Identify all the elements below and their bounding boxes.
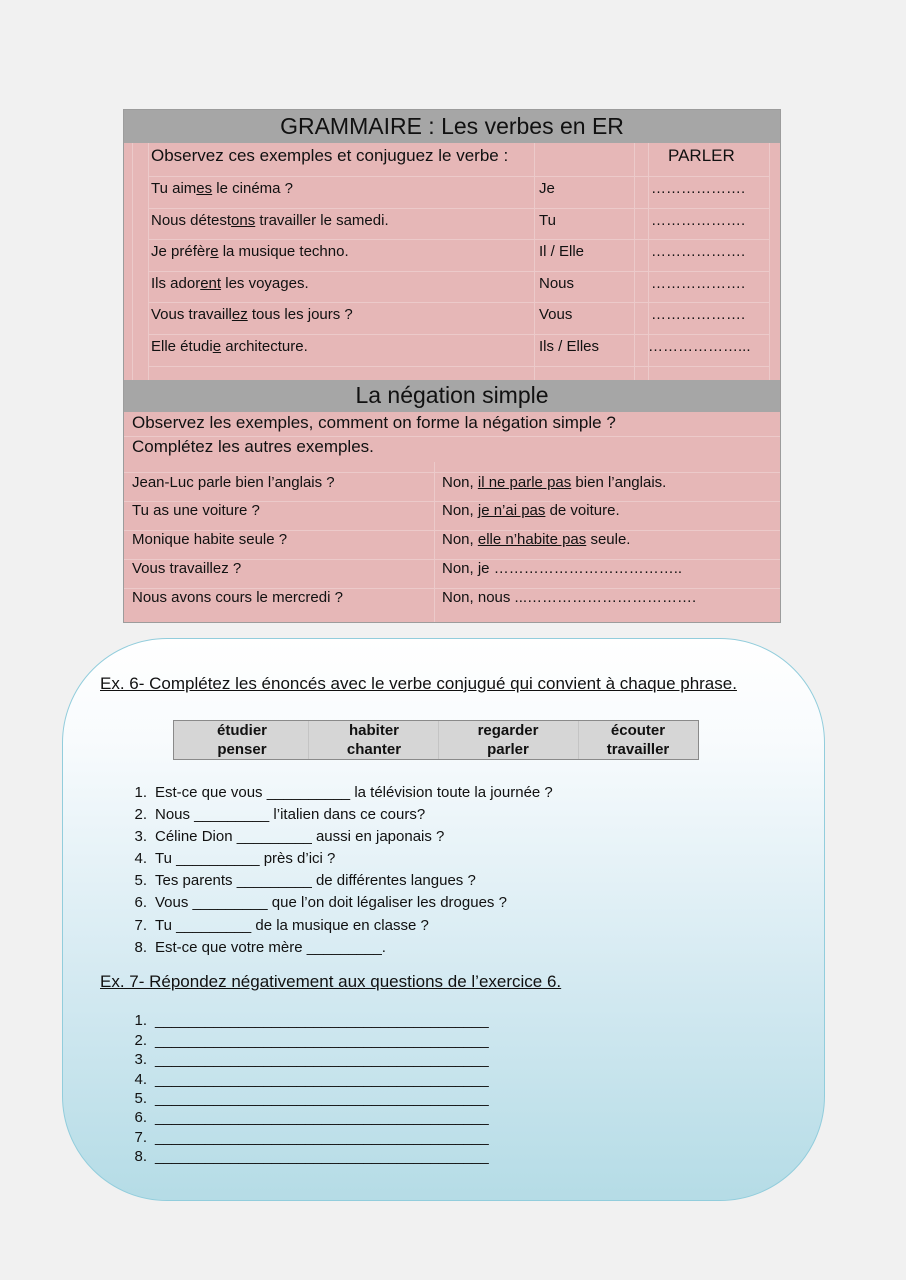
grid-line [148, 271, 769, 272]
grid-line [148, 208, 769, 209]
pronoun: Nous [539, 275, 575, 292]
grid-line [769, 143, 770, 380]
grid-line [534, 143, 535, 380]
negation-instruction: Complétez les autres exemples. [132, 437, 374, 456]
grid-line [148, 143, 149, 380]
grid-line [132, 143, 133, 380]
grid-line [148, 334, 769, 335]
example-sentence: Nous détestons travailler le samedi. [151, 212, 389, 229]
ex7-title: Ex. 7- Répondez négativement aux questions de l’exercice 6. [100, 972, 562, 991]
example-sentence: Je préfère la musique techno. [151, 243, 349, 260]
verb-cell: étudier penser [216, 722, 267, 758]
question: Vous travaillez ? [132, 560, 242, 577]
answer-blank: ………………. [651, 243, 746, 260]
pronoun: Vous [539, 306, 573, 323]
question: Nous avons cours le mercredi ? [132, 589, 343, 606]
grid-line [148, 176, 769, 177]
negative-answer: Non, elle n’habite pas seule. [442, 531, 631, 548]
grid-line [634, 143, 635, 380]
answer-blank: ………………. [651, 212, 746, 229]
pronoun: Je [539, 180, 555, 197]
pronoun: Il / Elle [539, 243, 585, 260]
negative-answer: Non, nous ...……………………………. [442, 589, 697, 606]
example-sentence: Vous travaillez tous les jours ? [151, 306, 353, 323]
conjugation-instruction: Observez ces exemples et conjuguez le verbe : [151, 146, 509, 165]
example-sentence: Ils adorent les voyages. [151, 275, 309, 292]
verb-cell: regarder parler [477, 722, 539, 758]
grammar-title: GRAMMAIRE : Les verbes en ER [124, 110, 780, 143]
negative-answer: Non, je n’ai pas de voiture. [442, 502, 620, 519]
ex6-title: Ex. 6- Complétez les énoncés avec le verbe conjugué qui convient à chaque phrase. [100, 674, 737, 693]
question: Tu as une voiture ? [132, 502, 260, 519]
example-sentence: Tu aimes le cinéma ? [151, 180, 294, 197]
negative-answer: Non, je ……………………………….. [442, 560, 683, 577]
negation-title: La négation simple [124, 380, 780, 412]
verb-cell: habiter chanter [346, 722, 402, 758]
negation-instruction: Observez les exemples, comment on forme la négation simple ? [132, 413, 616, 432]
verb-bank-table [173, 720, 699, 760]
example-sentence: Elle étudie architecture. [151, 338, 308, 355]
answer-blank: ………………. [651, 306, 746, 323]
grid-line [148, 366, 769, 367]
grid-line [124, 472, 780, 473]
pronoun: Tu [539, 212, 556, 229]
answer-blank: ………………. [651, 275, 746, 292]
grammar-box [123, 109, 781, 623]
pronoun: Ils / Elles [539, 338, 600, 355]
negative-answer: Non, il ne parle pas bien l’anglais. [442, 474, 667, 491]
grid-line [434, 462, 435, 622]
verb-parler: PARLER [668, 146, 735, 165]
grid-line [148, 239, 769, 240]
question: Jean-Luc parle bien l’anglais ? [132, 474, 335, 491]
answer-blank: ………………... [648, 338, 751, 355]
question: Monique habite seule ? [132, 531, 288, 548]
grid-line [148, 302, 769, 303]
verb-cell: écouter travailler [606, 722, 670, 758]
answer-blank: ………………. [651, 180, 746, 197]
